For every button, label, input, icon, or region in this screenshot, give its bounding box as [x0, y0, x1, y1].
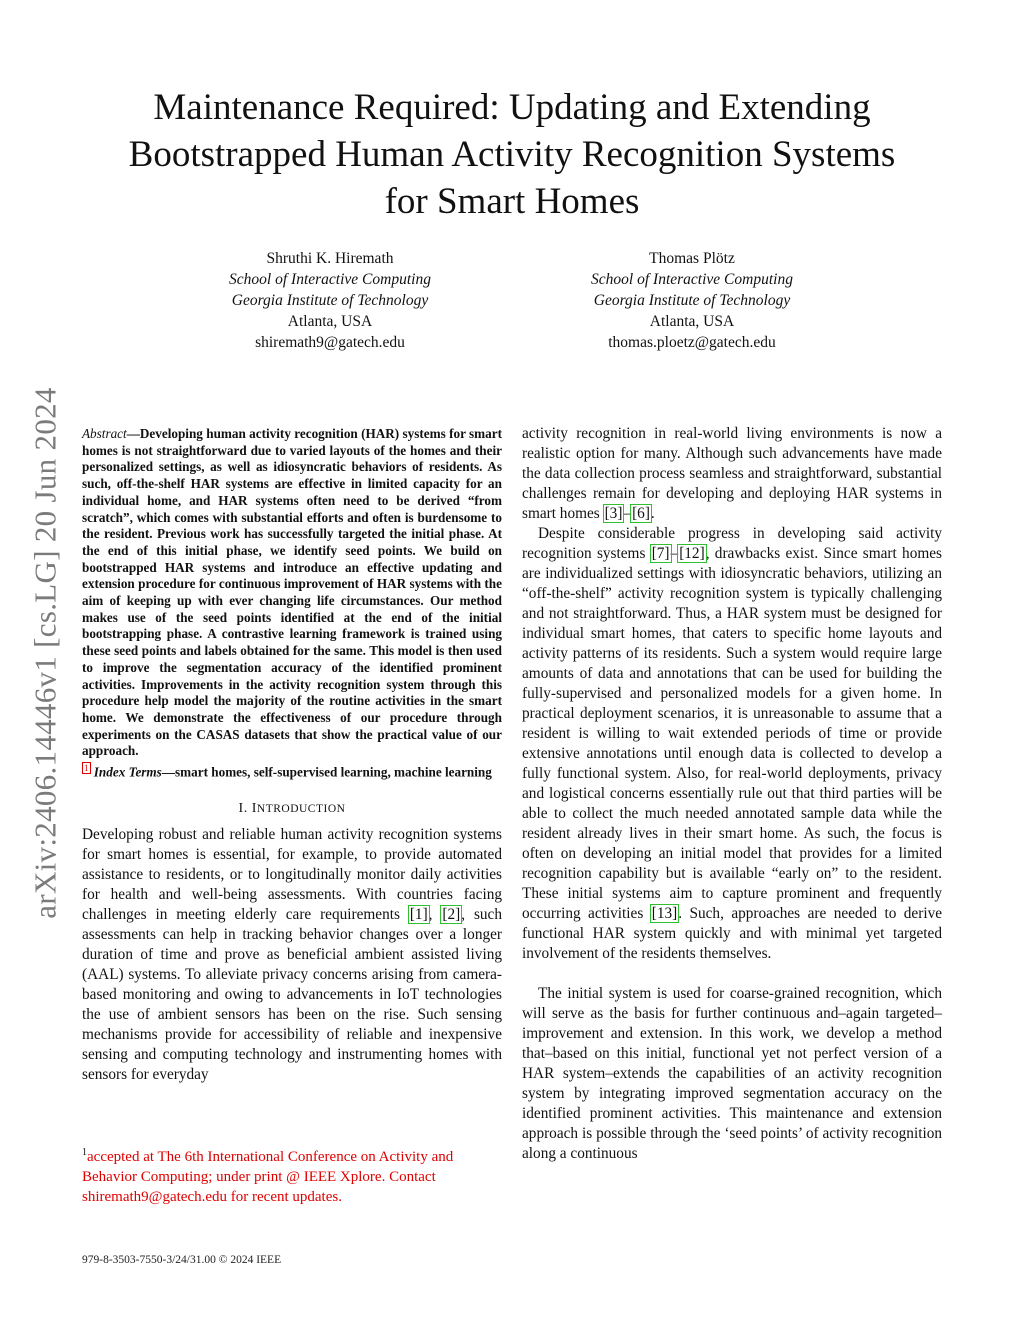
- right-text-a: activity recognition in real-world living environments is now a realistic option for many. Although such advancements have made the data collection process seamless and straightforward, substantial challenges remain for developing and deploying HAR systems in smart homes: [522, 425, 942, 522]
- citation-link[interactable]: [12]: [679, 545, 705, 562]
- paper-title: [60, 84, 964, 225]
- index-terms-label: Index Terms: [93, 764, 162, 780]
- copyright-notice: 979-8-3503-7550-3/24/31.00 © 2024 IEEE: [82, 1254, 282, 1266]
- right-text-b: Despite considerable progress in developing said activity recognition systems: [522, 525, 942, 562]
- author-block-1: [180, 248, 480, 353]
- title-line-3: for Smart Homes: [384, 181, 640, 222]
- footnote: [82, 1143, 502, 1207]
- right-text-d: . Such, approaches are needed to derive functional HAR system quickly and with minimal yet targeted involvement of the residents themselves.: [522, 905, 943, 962]
- footnote-link-marker[interactable]: 1: [84, 763, 89, 774]
- section-initial: I: [251, 801, 257, 817]
- author-department: School of Interactive Computing: [229, 271, 431, 288]
- author-email: thomas.ploetz@gatech.edu: [608, 334, 776, 351]
- arxiv-watermark: [28, 362, 64, 944]
- citation-separator: ,: [428, 906, 442, 924]
- section-heading-introduction: [82, 799, 502, 819]
- intro-text-b: , such assessments can help in tracking behavior changes over a longer duration of time and prove as beneficial ambient assisted living (AAL) systems. To alleviate privacy concerns arising from camera-based monitoring and owing to advancements in IoT technologies the use of ambient sensors has been on the rise. Such sensing mechanisms provide for accessibility of reliable and inexpensive sensing and computing technology and instrumenting homes with sensors for everyday: [82, 906, 502, 1084]
- right-column: [522, 424, 942, 1164]
- abstract: [82, 426, 502, 760]
- author-department: School of Interactive Computing: [591, 271, 793, 288]
- author-name: Thomas Plötz: [649, 250, 735, 267]
- citation-link[interactable]: [7]: [651, 545, 670, 562]
- intro-text-a: Developing robust and reliable human activity recognition systems for smart homes is essential, for example, to provide automated assistance to residents, or to longitudinally monitor daily activities for health and well-being assessments. With countries facing challenges in meeting elderly care requirements: [82, 826, 502, 924]
- citation-link[interactable]: [3]: [604, 505, 623, 522]
- section-title-rest: NTRODUCTION: [256, 803, 346, 816]
- citation-link[interactable]: [6]: [632, 505, 650, 522]
- right-paragraph-3: The initial system is used for coarse-grained recognition, which will serve as the basis for further continuous and–again targeted–improvement and extension. In this work, we develop a method that–based on this initial, functional yet not perfect version of a HAR system–extends the capabilities of an activity recognition system by integrating improved segmentation accuracy on the identified prominent activities. This maintenance and extension approach is possible through the ‘seed points’ of activity recognition along a continuous: [522, 985, 942, 1162]
- footnote-mark: 1: [82, 1147, 87, 1158]
- right-paragraph-1: [522, 424, 942, 524]
- title-line-2: Bootstrapped Human Activity Recognition Systems: [128, 134, 896, 175]
- abstract-label: Abstract: [82, 426, 127, 441]
- abstract-text: —Developing human activity recognition (HAR) systems for smart homes is not straightforward due to varied layouts of the homes and their personalized settings, as well as idiosyncratic behaviors of residents. As such, off-the-shelf HAR systems are effective in limited capacity for an individual home, and HAR systems often need to be derived “from scratch”, which comes with substantial efforts and often is burdensome to the resident. Previous work has successfully targeted the initial phase. At the end of this initial phase, we identify seed points. We build on bootstrapped HAR systems and introduce an effective updating and extension procedure for continuous improvement of HAR systems with the aim of keeping up with ever changing life circumstances. Our method makes use of the seed points identified at the end of the initial bootstrapping phase. A contrastive learning framework is trained using these seed points and labels obtained for the same. This model is then used to improve the segmentation accuracy of the identified prominent activities. Improvements in the activity recognition system through this procedure help model the majority of the routine activities in the smart home. We demonstrate the effectiveness of our procedure through experiments on the CASAS datasets that show the practical value of our approach.: [82, 426, 502, 759]
- citation-dash: –: [670, 545, 679, 562]
- author-city: Atlanta, USA: [287, 313, 373, 330]
- index-terms: [82, 764, 502, 781]
- author-name: Shruthi K. Hiremath: [266, 250, 394, 267]
- paragraph-gap: [522, 964, 942, 984]
- intro-paragraph-1: [82, 825, 502, 1085]
- citation-dash: –: [623, 505, 632, 522]
- author-city: Atlanta, USA: [649, 313, 735, 330]
- citation-link[interactable]: [1]: [409, 906, 428, 924]
- title-line-1: Maintenance Required: Updating and Extending: [153, 87, 871, 128]
- footnote-text[interactable]: accepted at The 6th International Conference on Activity and Behavior Computing; under print @ IEEE Xplore. Contact shiremath9@gatech.edu for recent updates.: [82, 1149, 454, 1205]
- author-institution: Georgia Institute of Technology: [231, 292, 429, 309]
- author-block-2: [542, 248, 842, 353]
- citation-link[interactable]: [13]: [651, 905, 678, 922]
- citation-link[interactable]: [2]: [442, 906, 461, 924]
- left-column: [82, 426, 502, 1085]
- right-paragraph-2: [522, 524, 942, 964]
- index-terms-text: —smart homes, self-supervised learning, machine learning: [161, 764, 492, 780]
- section-numeral: I.: [238, 801, 252, 817]
- author-institution: Georgia Institute of Technology: [593, 292, 791, 309]
- sentence-end: .: [650, 505, 655, 522]
- author-email: shiremath9@gatech.edu: [255, 334, 405, 351]
- right-text-c: , drawbacks exist. Since smart homes are individualized settings with idiosyncratic behaviors, utilizing an “off-the-shelf” activity recognition system is typically challenging and not straightforward. Thus, a HAR system must be designed for individual smart homes, that caters to specific home layouts and activity patterns of its residents. Such a system would require large amounts of data and annotations that can be used for building the fully-supervised and personalized models for a given home. In practical deployment scenarios, it is unreasonable to assume that a resident is willing to wait extended periods of time or provide extensive annotations until enough data is collected to develop a fully functional system. Also, for real-world deployments, privacy and logistical concerns essentially rule out that third parties will be able to collect the much needed annotated sample data while the resident already lives in their smart home. As such, the focus is often on developing an initial model that provides for a limited recognition capability but is available “early on” to the resident. These initial systems aim to capture prominent and frequently occurring activities: [522, 545, 942, 922]
- arxiv-id: arXiv:2406.14446v1 [cs.LG] 20 Jun 2024: [28, 387, 64, 919]
